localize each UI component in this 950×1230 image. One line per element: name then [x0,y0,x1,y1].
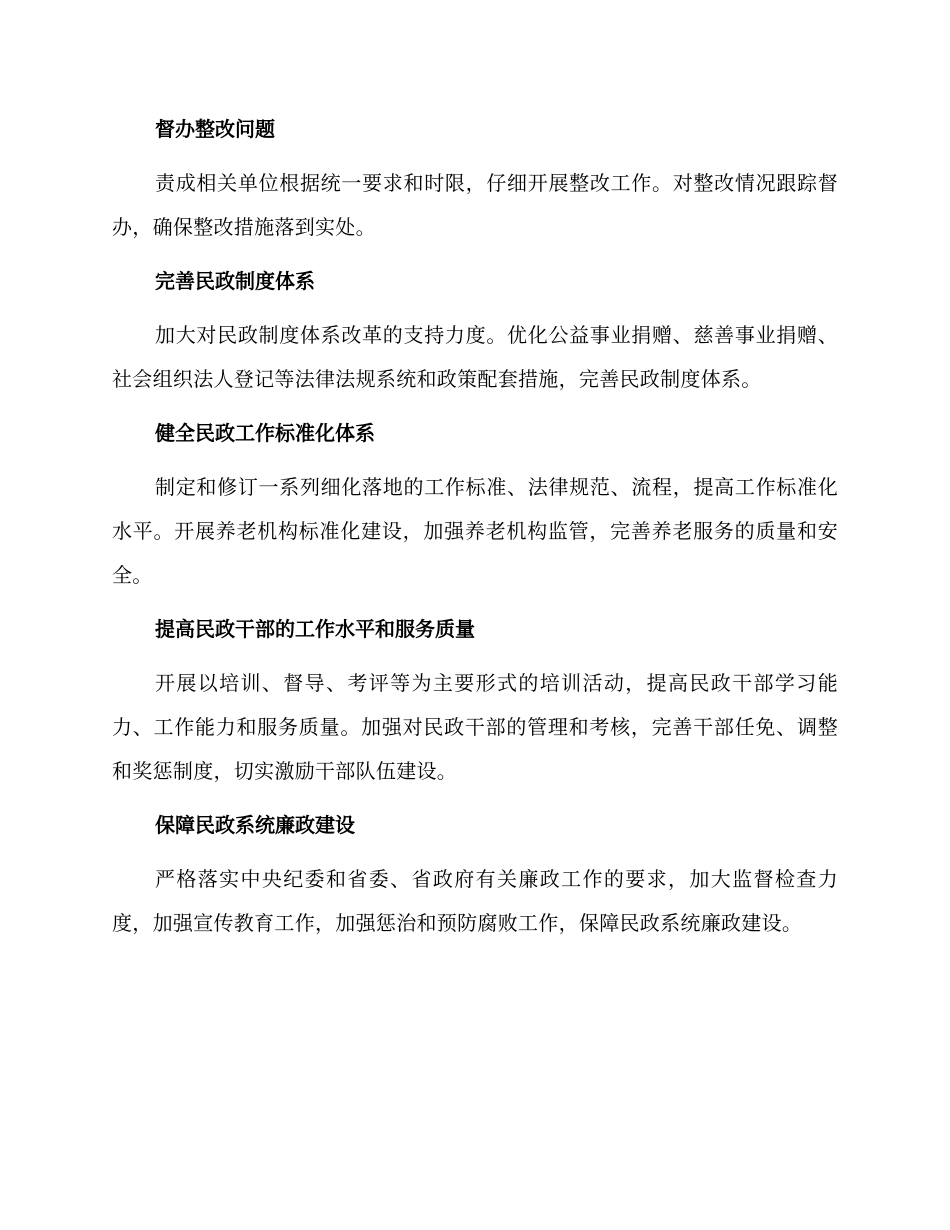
section-rectification [112,112,838,249]
section-paragraph: 严格落实中央纪委和省委、省政府有关廉政工作的要求，加大监督检查力度，加强宣传教育工作，加强惩治和预防腐败工作，保障民政系统廉政建设。 [112,867,838,935]
section-heading: 健全民政工作标准化体系 [155,421,375,445]
section-civil-affairs-system [112,264,838,401]
section-heading: 完善民政制度体系 [155,269,315,293]
section-paragraph: 制定和修订一系列细化落地的工作标准、法律规范、流程，提高工作标准化水平。开展养老机构标准化建设，加强养老机构监管，完善养老服务的质量和安全。 [112,475,838,587]
section-paragraph: 责成相关单位根据统一要求和时限，仔细开展整改工作。对整改情况跟踪督办，确保整改措施落到实处。 [112,171,838,239]
section-paragraph: 加大对民政制度体系改革的支持力度。优化公益事业捐赠、慈善事业捐赠、社会组织法人登记等法律法规系统和政策配套措施，完善民政制度体系。 [112,323,838,391]
section-heading: 保障民政系统廉政建设 [155,813,355,837]
section-paragraph: 开展以培训、督导、考评等为主要形式的培训活动，提高民政干部学习能力、工作能力和服务质量。加强对民政干部的管理和考核，完善干部任免、调整和奖惩制度，切实激励干部队伍建设。 [112,671,838,783]
section-integrity [112,808,838,945]
section-standardization [112,416,838,597]
section-cadre-quality [112,612,838,793]
section-heading: 提高民政干部的工作水平和服务质量 [155,617,475,641]
section-heading: 督办整改问题 [155,117,275,141]
